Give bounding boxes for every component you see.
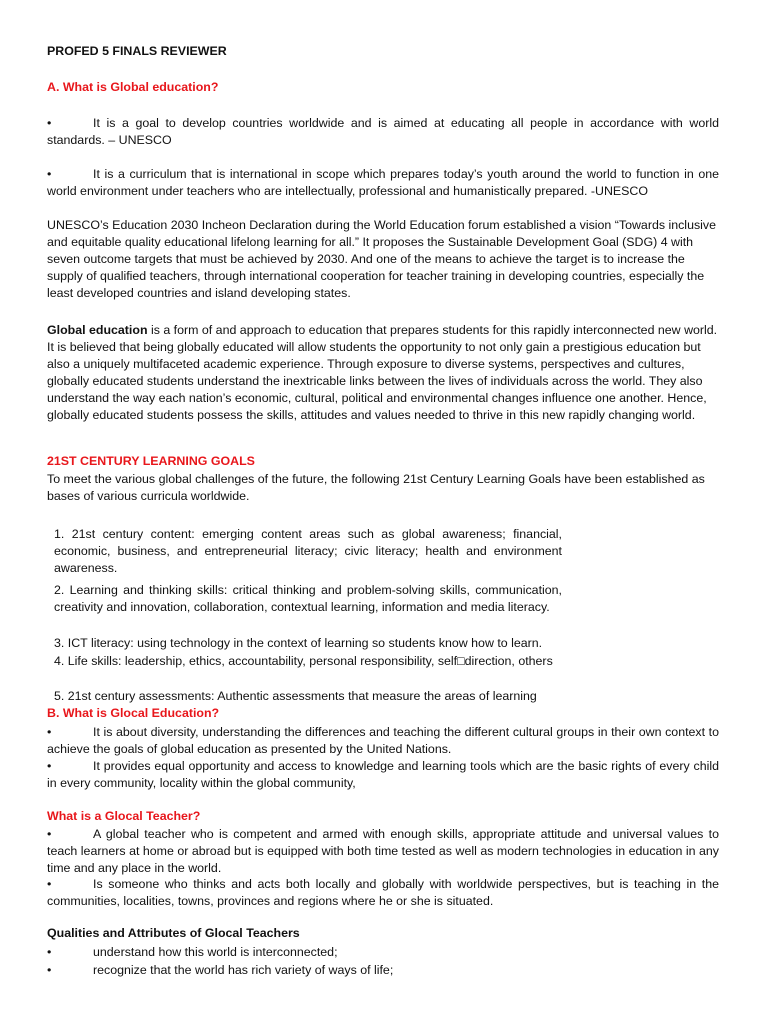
definition-term: Global education (47, 323, 148, 337)
section-a-bullet-1 (47, 115, 719, 149)
glocal-teacher-heading: What is a Glocal Teacher? (47, 809, 201, 823)
bullet-marker: • (47, 945, 52, 959)
goal-item-2: 2. Learning and thinking skills: critical thinking and problem-solving skills, communication, creativity and innovation, collaboration, contextual learning, information and media literacy. (54, 583, 562, 614)
bullet-marker: • (47, 167, 52, 181)
section-b-bullet-2 (47, 758, 719, 792)
bullet-marker: • (47, 759, 52, 773)
bullet-text: A global teacher who is competent and armed with enough skills, appropriate attitude and universal values to teach learners at home or abroad but is equipped with both time tested as well as modern technologies in education in any time and any place in the world. (47, 827, 719, 875)
goals-heading: 21ST CENTURY LEARNING GOALS (47, 454, 255, 468)
bullet-text: understand how this world is interconnected; (93, 945, 338, 959)
bullet-marker: • (47, 116, 52, 130)
bullet-marker: • (47, 877, 52, 891)
goal-item-4: 4. Life skills: leadership, ethics, accountability, personal responsibility, self□direction, others (54, 654, 553, 668)
bullet-text: It is about diversity, understanding the differences and teaching the different cultural groups in their own context to achieve the goals of global education as presented by the United Nations. (47, 725, 719, 756)
document-title: PROFED 5 FINALS REVIEWER (47, 44, 227, 58)
section-b-heading: B. What is Glocal Education? (47, 706, 220, 720)
unesco-paragraph: UNESCO’s Education 2030 Incheon Declaration during the World Education forum established a vision “Towards inclusive and equitable quality educational lifelong learning for all.” It proposes the Sustainable Development Goal (SDG) 4 with seven outcome targets that must be achieved by 2030. And one of the means to achieve the target is to increase the supply of qualified teachers, through international cooperation for teacher training in developing countries, especially the least developed countries and island developing states. (47, 218, 716, 300)
bullet-marker: • (47, 827, 52, 841)
bullet-text: It provides equal opportunity and access to knowledge and learning tools which are the basic rights of every child in every community, locality within the global community, (47, 759, 719, 790)
definition-text: is a form of and approach to education that prepares students for this rapidly interconnected new world. It is believed that being globally educated will allow students the opportunity to not only gain a prestigious education but also a uniquely multifaceted academic experience. Through exposure to diverse systems, perspectives and cultures, globally educated students understand the inextricable links between the lives of individuals across the world. They also understand the way each nation’s economic, cultural, political and environmental changes influence one another. Hence, globally educated students possess the skills, attitudes and values needed to thrive in this new rapidly changing world. (47, 323, 718, 422)
goal-item-3: 3. ICT literacy: using technology in the context of learning so students know how to learn. (54, 636, 543, 650)
global-education-definition (47, 322, 719, 424)
goal-item-5: 5. 21st century assessments: Authentic assessments that measure the areas of learning (54, 689, 537, 703)
bullet-text: recognize that the world has rich variety of ways of life; (93, 963, 394, 977)
bullet-marker: • (47, 963, 52, 977)
section-a-heading: A. What is Global education? (47, 80, 219, 94)
goals-intro: To meet the various global challenges of the future, the following 21st Century Learning Goals have been established as bases of various curricula worldwide. (47, 472, 705, 503)
bullet-text: Is someone who thinks and acts both locally and globally with worldwide perspectives, but is teaching in the communities, localities, towns, provinces and regions where he or she is situated. (47, 877, 719, 908)
bullet-text: It is a goal to develop countries worldwide and is aimed at educating all people in accordance with world standards. – UNESCO (47, 116, 719, 147)
bullet-text: It is a curriculum that is international in scope which prepares today’s youth around the world to function in one world environment under teachers who are intellectually, professional and humanistically prepared. -UNESCO (47, 167, 719, 198)
section-a-bullet-2 (47, 166, 719, 200)
section-b-bullet-1 (47, 724, 719, 758)
teacher-bullet-1 (47, 826, 719, 877)
bullet-marker: • (47, 725, 52, 739)
goal-item-1: 1. 21st century content: emerging content areas such as global awareness; financial, economic, business, and entrepreneurial literacy; civic literacy; health and environment awareness. (54, 527, 562, 575)
teacher-bullet-2 (47, 876, 719, 910)
qualities-heading: Qualities and Attributes of Glocal Teachers (47, 926, 300, 940)
